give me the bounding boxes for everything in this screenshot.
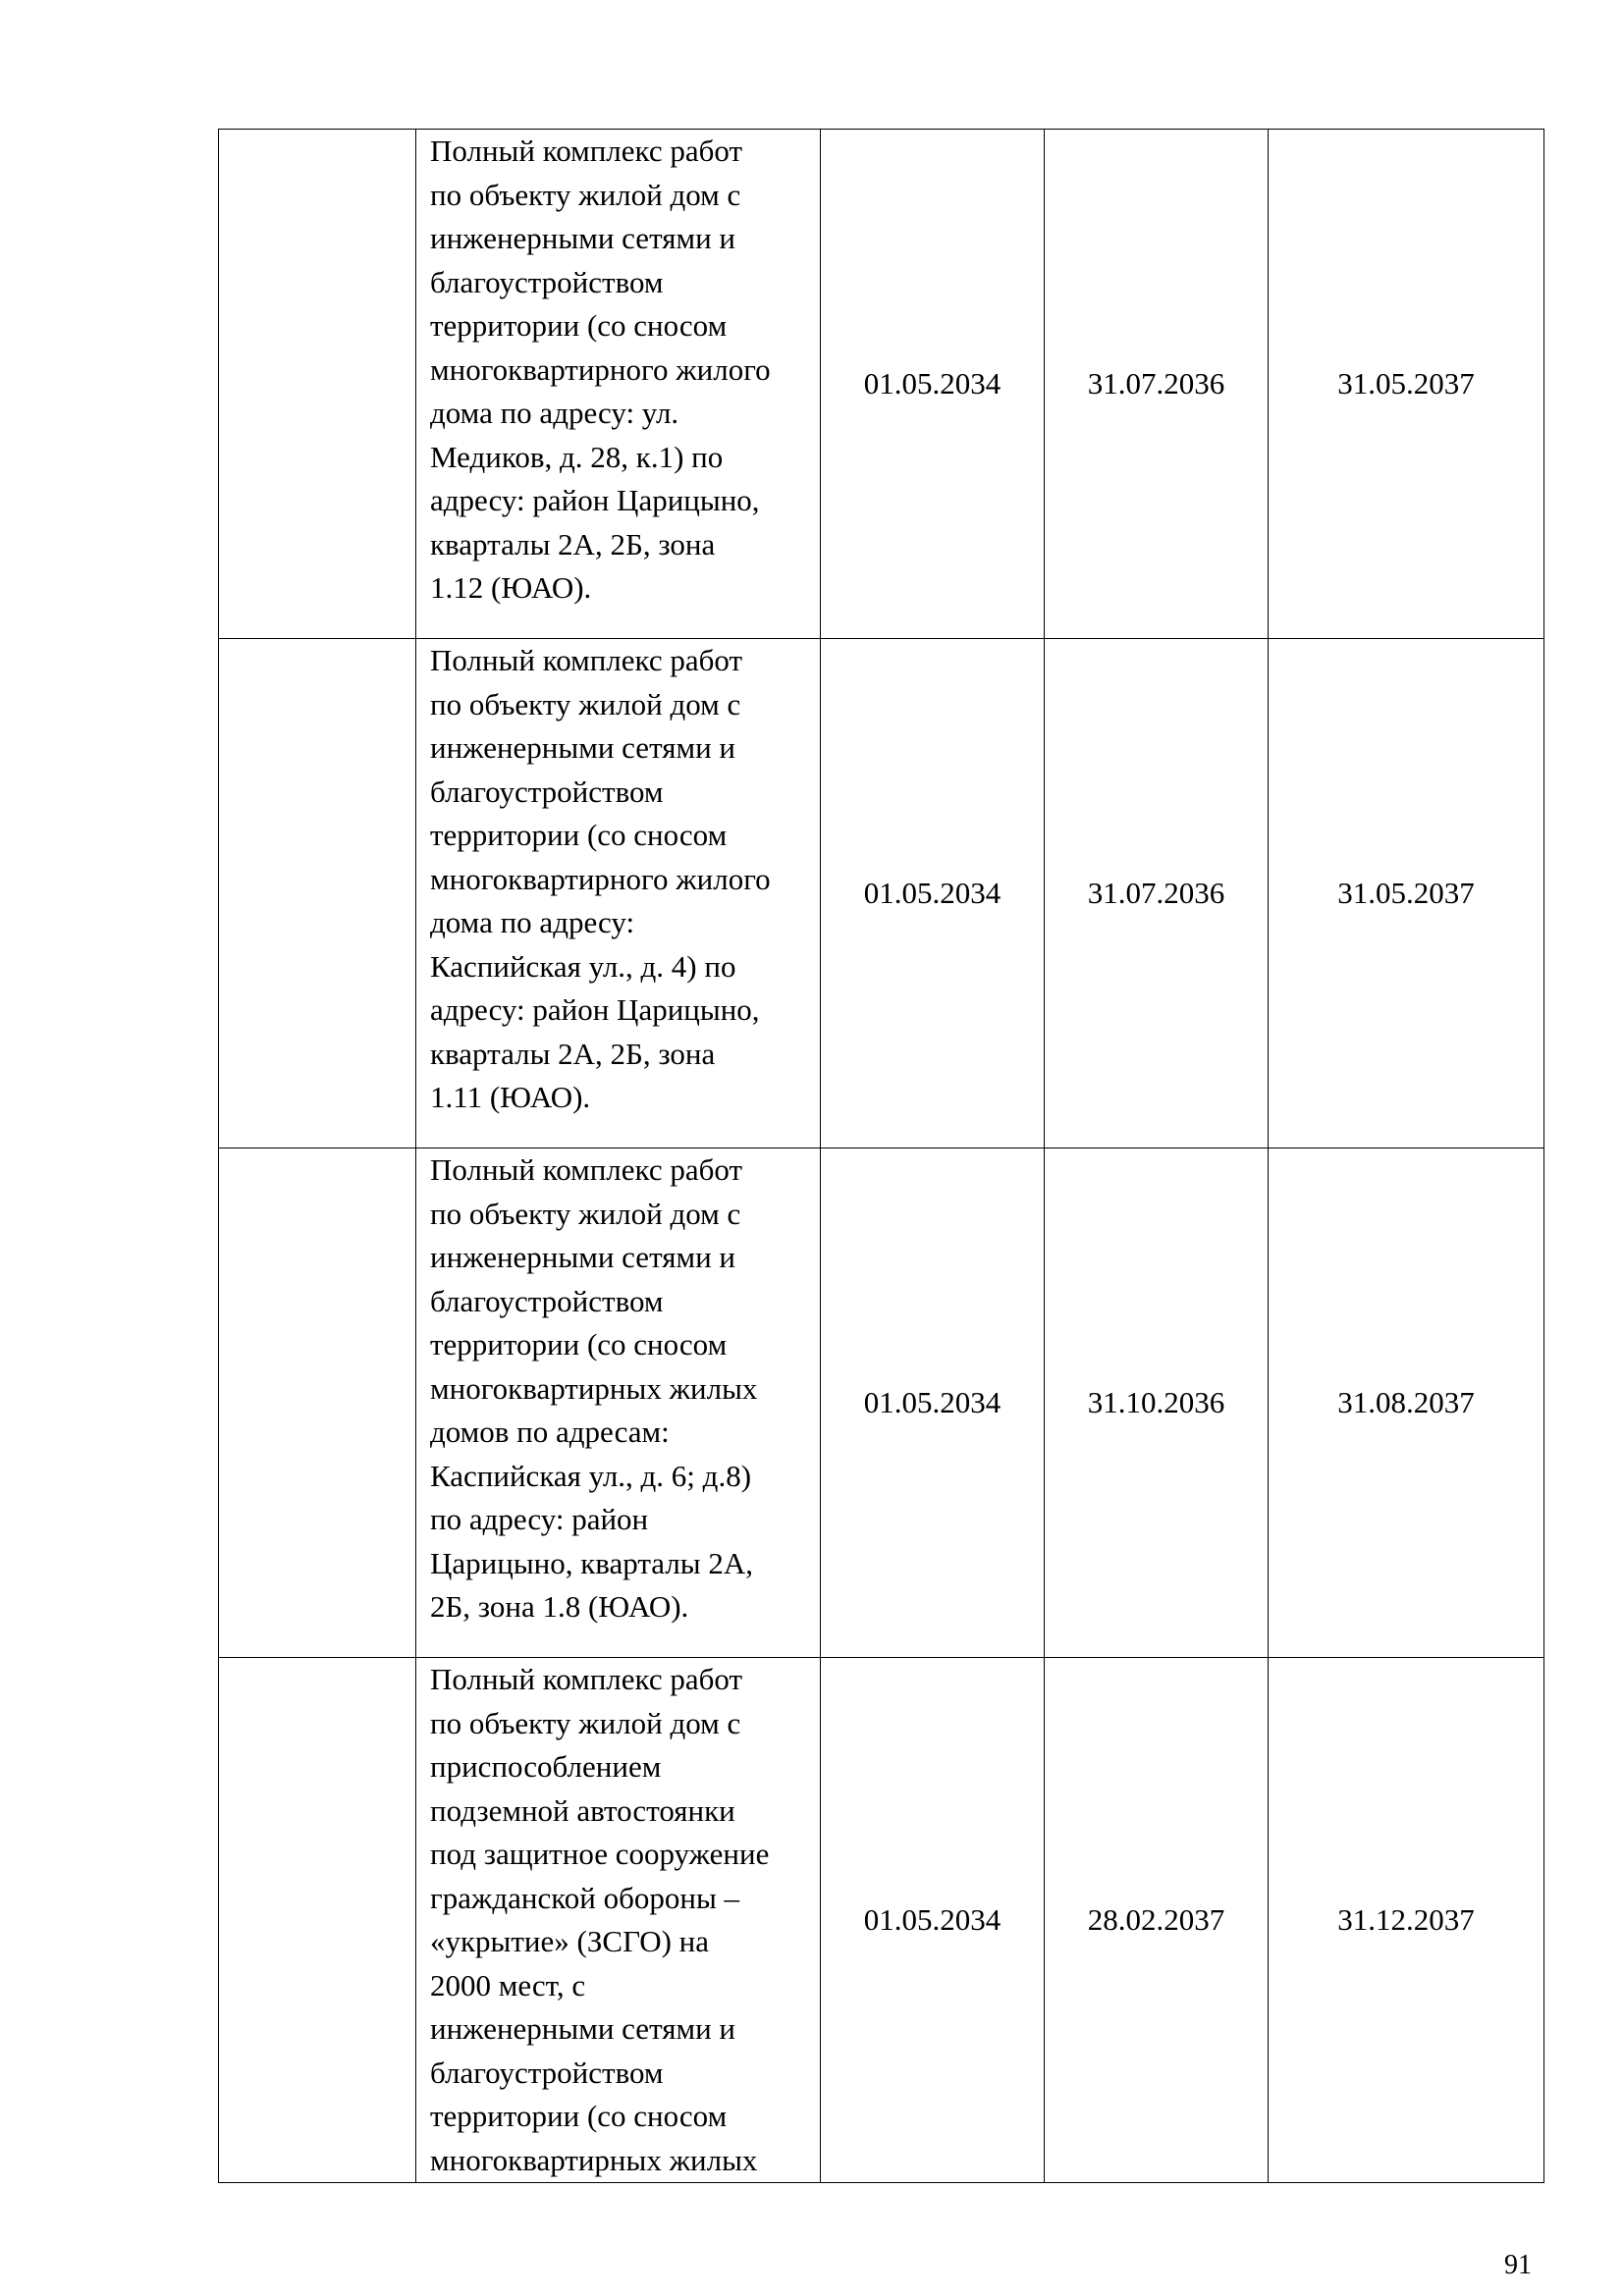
work-description-cell: Полный комплекс работ по объекту жилой дом с приспособлением подземной автостоянки под защитное сооружение гражданской обороны – «укрытие» (ЗСГО) на 2000 мест, с инженерными сетями и благоустройством территории (со сносом многоквартирных жилых <box>416 1658 821 2183</box>
work-description-cell: Полный комплекс работ по объекту жилой дом с инженерными сетями и благоустройством территории (со сносом многоквартирных жилых домов по адресам: Каспийская ул., д. 6; д.8) по адресу: район Царицыно, кварталы 2А, 2Б, зона 1.8 (ЮАО). <box>416 1148 821 1658</box>
empty-index-cell <box>219 639 416 1148</box>
completion-date-cell: 28.02.2037 <box>1045 1658 1269 2183</box>
commissioning-date-cell: 31.05.2037 <box>1269 130 1544 639</box>
completion-date-cell: 31.07.2036 <box>1045 639 1269 1148</box>
start-date-cell: 01.05.2034 <box>821 1148 1045 1658</box>
empty-index-cell <box>219 1658 416 2183</box>
start-date-cell: 01.05.2034 <box>821 1658 1045 2183</box>
commissioning-date-cell: 31.08.2037 <box>1269 1148 1544 1658</box>
completion-date-cell: 31.07.2036 <box>1045 130 1269 639</box>
work-description-cell: Полный комплекс работ по объекту жилой дом с инженерными сетями и благоустройством территории (со сносом многоквартирного жилого дома по адресу: Каспийская ул., д. 4) по адресу: район Царицыно, кварталы 2А, 2Б, зона 1.11 (ЮАО). <box>416 639 821 1148</box>
table-row <box>219 1658 1544 2183</box>
start-date-cell: 01.05.2034 <box>821 130 1045 639</box>
commissioning-date-cell: 31.05.2037 <box>1269 639 1544 1148</box>
page-number: 91 <box>1504 2250 1532 2280</box>
table-row <box>219 1148 1544 1658</box>
table-row <box>219 130 1544 639</box>
start-date-cell: 01.05.2034 <box>821 639 1045 1148</box>
empty-index-cell <box>219 130 416 639</box>
empty-index-cell <box>219 1148 416 1658</box>
works-schedule-table <box>218 129 1544 2183</box>
table-row <box>219 639 1544 1148</box>
work-description-cell: Полный комплекс работ по объекту жилой дом с инженерными сетями и благоустройством территории (со сносом многоквартирного жилого дома по адресу: ул. Медиков, д. 28, к.1) по адресу: район Царицыно, кварталы 2А, 2Б, зона 1.12 (ЮАО). <box>416 130 821 639</box>
completion-date-cell: 31.10.2036 <box>1045 1148 1269 1658</box>
commissioning-date-cell: 31.12.2037 <box>1269 1658 1544 2183</box>
